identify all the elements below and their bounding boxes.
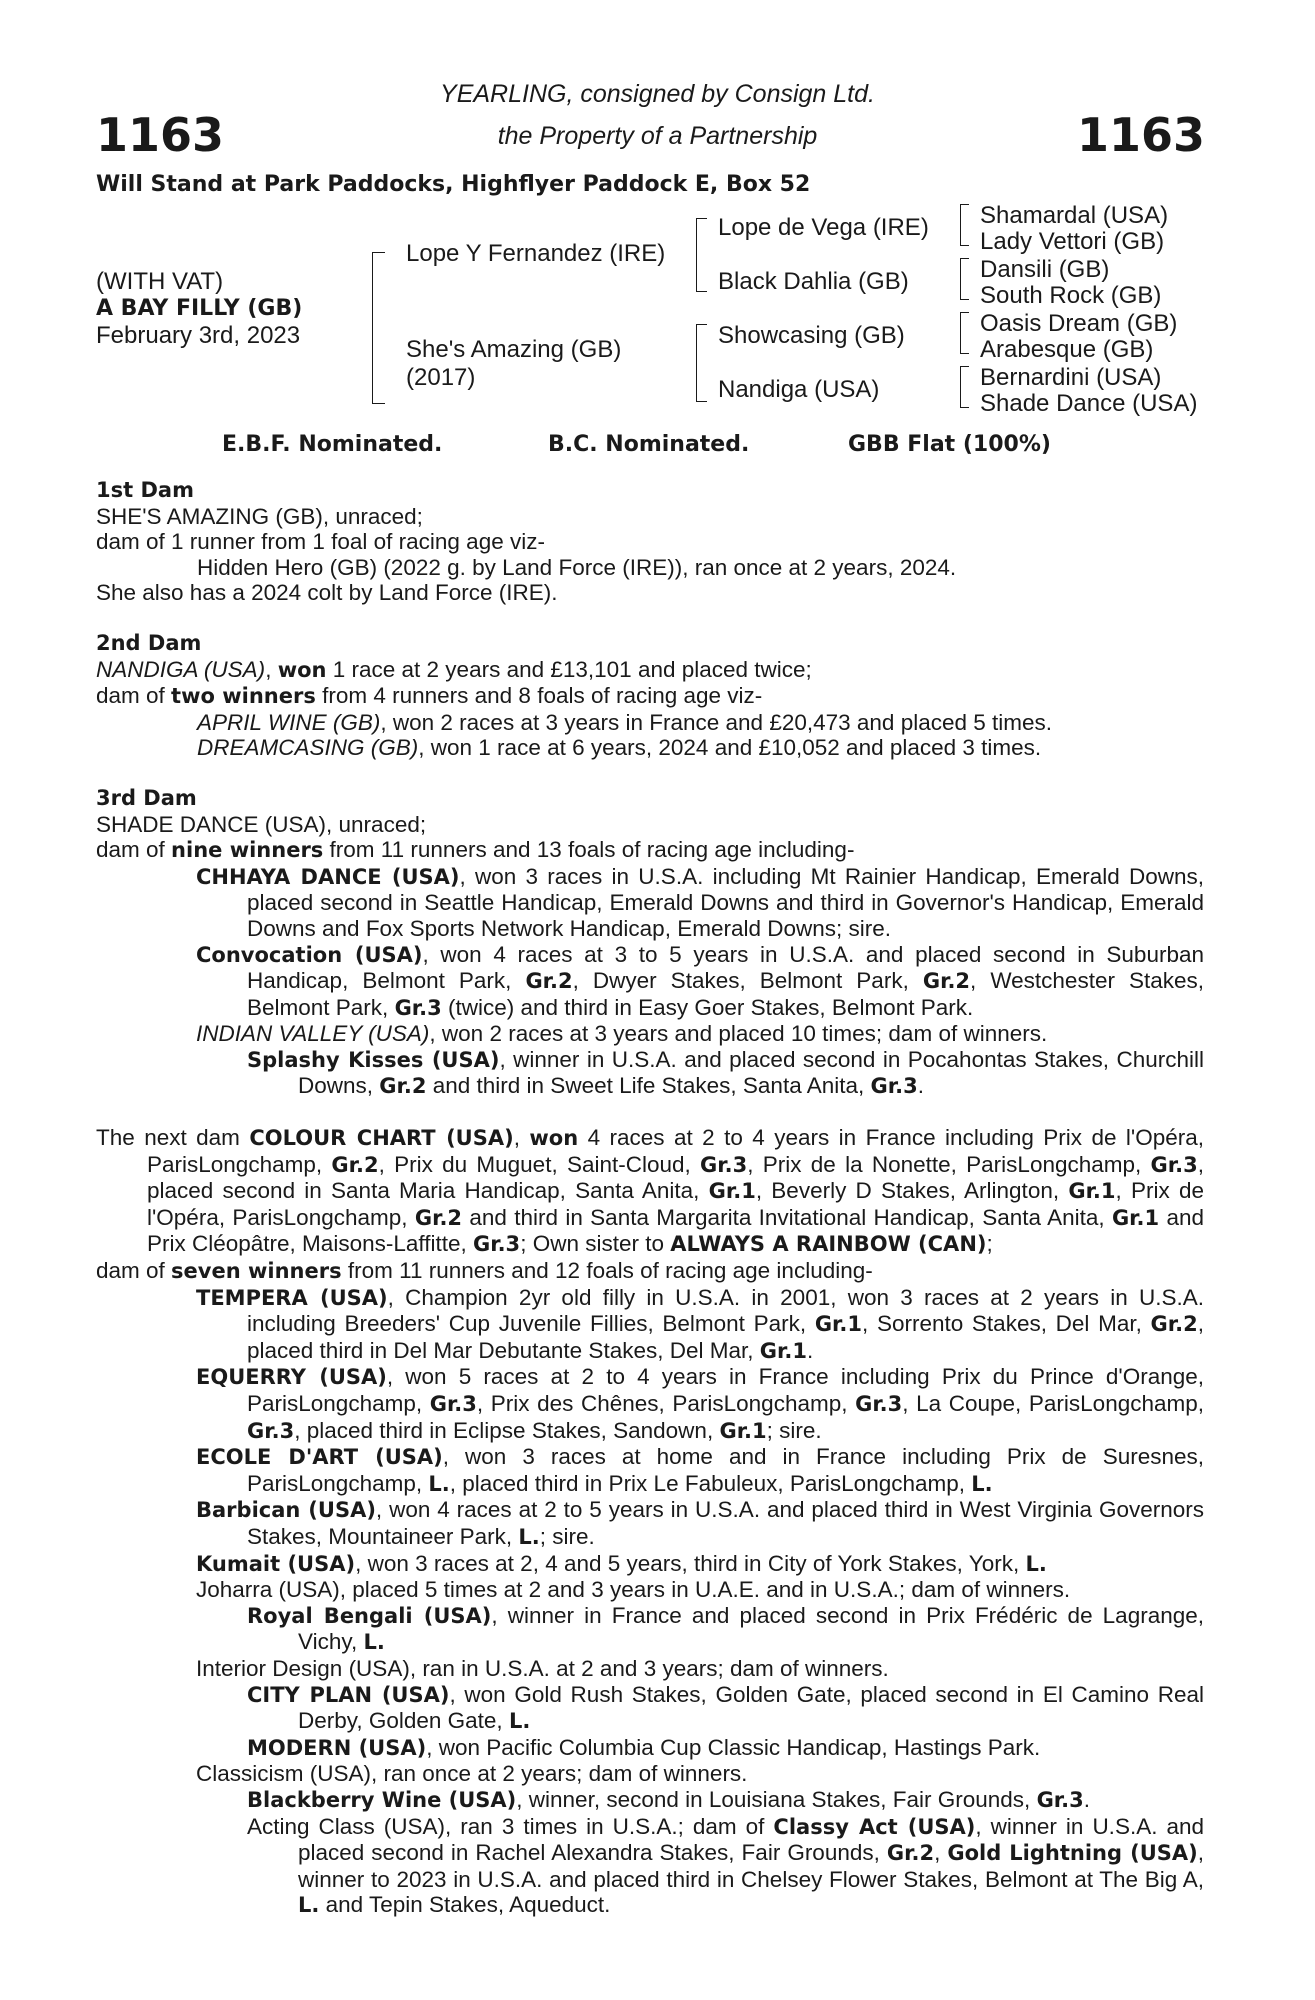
- produce-record: [96, 478, 1204, 1919]
- first-dam-heading: 1st Dam: [96, 478, 194, 502]
- produce-kumait: Kumait (USA), won 3 races at 2, 4 and 5 years, third in City of York Stakes, York, L.: [196, 1550, 1047, 1576]
- second-dam-produce-2: DREAMCASING (GB), won 1 race at 6 years, 2024 and £10,052 and placed 3 times.: [197, 735, 1042, 761]
- ancestor-8: Shade Dance (USA): [980, 390, 1198, 417]
- ancestor-1: Shamardal (USA): [980, 202, 1169, 229]
- vat-note: (WITH VAT): [96, 268, 224, 295]
- horse-name: A BAY FILLY (GB): [96, 296, 303, 321]
- produce-splashy-kisses: Splashy Kisses (USA), winner in U.S.A. and placed second in Pocahontas Stakes, Churchill Downs, Gr.2 and third in Sweet Life Stakes, Santa Anita, Gr.3.: [247, 1046, 1205, 1099]
- third-dam-produce-summary: dam of nine winners from 11 runners and 13 foals of racing age including-: [96, 837, 855, 863]
- pedigree-bracket-2b: [696, 324, 707, 402]
- pedigree-bracket-3c: [960, 312, 969, 354]
- first-dam-produce-1: Hidden Hero (GB) (2022 g. by Land Force (IRE)), ran once at 2 years, 2024.: [197, 554, 957, 580]
- foaling-date: February 3rd, 2023: [96, 322, 301, 349]
- sire-name: Lope Y Fernandez (IRE): [406, 240, 666, 267]
- produce-ecole-dart: ECOLE D'ART (USA), won 3 races at home and in France including Prix de Suresnes, ParisLongchamp, L., placed third in Prix Le Fabuleux, ParisLongchamp, L.: [196, 1444, 1204, 1496]
- produce-convocation: Convocation (USA), won 4 races at 3 to 5 years in U.S.A. and placed second in Suburban Handicap, Belmont Park, Gr.2, Dwyer Stakes, Belmont Park, Gr.2, Westchester Stakes, Belmont Park, Gr.3 (twice) and third in Easy Goer Stakes, Belmont Park.: [196, 941, 1205, 1020]
- ancestor-4: South Rock (GB): [980, 282, 1162, 309]
- dam-sire-name: Showcasing (GB): [718, 322, 905, 349]
- produce-acting-class: Acting Class (USA), ran 3 times in U.S.A.; dam of Classy Act (USA), winner in U.S.A. and placed second in Rachel Alexandra Stakes, Fair Grounds, Gr.2, Gold Lightning (USA), winner to 2023 in U.S.A. and placed third in Chelsey Flower Stakes, Belmont at The Big A, L. and Tepin Stakes, Aqueduct.: [247, 1813, 1204, 1918]
- first-dam-produce-summary: dam of 1 runner from 1 foal of racing age viz-: [96, 529, 545, 555]
- produce-interior-design: Interior Design (USA), ran in U.S.A. at 2 and 3 years; dam of winners.: [196, 1655, 889, 1681]
- sire-sire-name: Lope de Vega (IRE): [718, 214, 929, 241]
- dam-foaled-year: (2017): [406, 364, 476, 391]
- bc-nomination: B.C. Nominated.: [548, 432, 750, 457]
- dam-dam-name: Nandiga (USA): [718, 376, 880, 403]
- gbb-flat: GBB Flat (100%): [848, 432, 1051, 457]
- pedigree-bracket-3a: [960, 204, 969, 246]
- produce-royal-bengali: Royal Bengali (USA), winner in France and placed second in Prix Frédéric de Lagrange, Vichy, L.: [247, 1602, 1205, 1655]
- first-dam-also-has: She also has a 2024 colt by Land Force (IRE).: [96, 580, 558, 606]
- property-line: the Property of a Partnership: [497, 122, 818, 150]
- produce-tempera: TEMPERA (USA), Champion 2yr old filly in U.S.A. in 2001, won 3 races at 2 years in U.S.A. including Breeders' Cup Juvenile Fillies, Belmont Park, Gr.1, Sorrento Stakes, Del Mar, Gr.2, placed third in Del Mar Debutante Stakes, Del Mar, Gr.1.: [196, 1284, 1204, 1363]
- produce-indian-valley: INDIAN VALLEY (USA), won 2 races at 3 years and placed 10 times; dam of winners.: [196, 1021, 1048, 1047]
- produce-blackberry-wine: Blackberry Wine (USA), winner, second in Louisiana Stakes, Fair Grounds, Gr.3.: [247, 1786, 1091, 1812]
- third-dam-heading: 3rd Dam: [96, 785, 197, 810]
- ancestor-5: Oasis Dream (GB): [980, 310, 1178, 337]
- stand-location: Will Stand at Park Paddocks, Highflyer Paddock E, Box 52: [96, 172, 811, 197]
- consignor-line: YEARLING, consigned by Consign Ltd.: [440, 80, 875, 108]
- second-dam-name: NANDIGA (USA): [96, 656, 266, 682]
- next-dam-produce-summary: dam of seven winners from 11 runners and 12 foals of racing age including-: [96, 1258, 873, 1284]
- dam-name: She's Amazing (GB): [406, 336, 622, 363]
- pedigree-bracket-3d: [960, 366, 969, 408]
- first-dam-line: SHE'S AMAZING (GB), unraced;: [96, 503, 423, 529]
- ancestor-7: Bernardini (USA): [980, 364, 1162, 391]
- second-dam-heading: 2nd Dam: [96, 630, 202, 655]
- produce-classicism: Classicism (USA), ran once at 2 years; dam of winners.: [196, 1761, 748, 1787]
- produce-equerry: EQUERRY (USA), won 5 races at 2 to 4 years in France including Prix du Prince d'Orange, ParisLongchamp, Gr.3, Prix des Chênes, ParisLongchamp, Gr.3, La Coupe, ParisLongchamp, Gr.3, placed third in Eclipse Stakes, Sandown, Gr.1; sire.: [196, 1364, 1205, 1443]
- ancestor-3: Dansili (GB): [980, 256, 1110, 283]
- pedigree-bracket-1: [372, 252, 385, 404]
- lot-number-right: 1163: [1076, 108, 1205, 162]
- second-dam-line: NANDIGA (USA), won 1 race at 2 years and £13,101 and placed twice;: [96, 656, 812, 682]
- won-label: won: [277, 657, 327, 682]
- lot-number-left: 1163: [96, 108, 225, 162]
- produce-modern: MODERN (USA), won Pacific Columbia Cup Classic Handicap, Hastings Park.: [247, 1734, 1041, 1760]
- pedigree-bracket-2a: [696, 218, 707, 292]
- produce-chhaya-dance: CHHAYA DANCE (USA), won 3 races in U.S.A. including Mt Rainier Handicap, Emerald Downs, placed second in Seattle Handicap, Emerald Downs and third in Governor's Handicap, Emerald Downs and Fox Sports Network Handicap, Emerald Downs; sire.: [196, 863, 1204, 941]
- produce-city-plan: CITY PLAN (USA), won Gold Rush Stakes, Golden Gate, placed second in El Camino Real Derby, Golden Gate, L.: [247, 1681, 1204, 1734]
- sire-dam-name: Black Dahlia (GB): [718, 268, 909, 295]
- ancestor-2: Lady Vettori (GB): [980, 228, 1165, 255]
- ebf-nomination: E.B.F. Nominated.: [222, 432, 443, 457]
- pedigree-bracket-3b: [960, 258, 969, 300]
- produce-joharra: Joharra (USA), placed 5 times at 2 and 3 years in U.A.E. and in U.S.A.; dam of winners.: [196, 1577, 1071, 1603]
- next-dam-paragraph: The next dam COLOUR CHART (USA), won 4 races at 2 to 4 years in France including Prix de l'Opéra, ParisLongchamp, Gr.2, Prix du Muguet, Saint-Cloud, Gr.3, Prix de la Nonette, ParisLongchamp, Gr.3, placed second in Santa Maria Handicap, Santa Anita, Gr.1, Beverly D Stakes, Arlington, Gr.1, Prix de l'Opéra, ParisLongchamp, Gr.2 and third in Santa Margarita Invitational Handicap, Santa Anita, Gr.1 and Prix Cléopâtre, Maisons-Laffitte, Gr.3; Own sister to ALWAYS A RAINBOW (CAN);: [96, 1125, 1205, 1257]
- second-dam-produce-1: APRIL WINE (GB), won 2 races at 3 years in France and £20,473 and placed 5 times.: [197, 709, 1053, 735]
- produce-barbican: Barbican (USA), won 4 races at 2 to 5 years in U.S.A. and placed third in West Virginia Governors Stakes, Mountaineer Park, L.; sire.: [196, 1497, 1204, 1549]
- ancestor-6: Arabesque (GB): [980, 336, 1154, 363]
- third-dam-line: SHADE DANCE (USA), unraced;: [96, 811, 427, 837]
- second-dam-produce-summary: dam of two winners from 4 runners and 8 foals of racing age viz-: [96, 683, 763, 709]
